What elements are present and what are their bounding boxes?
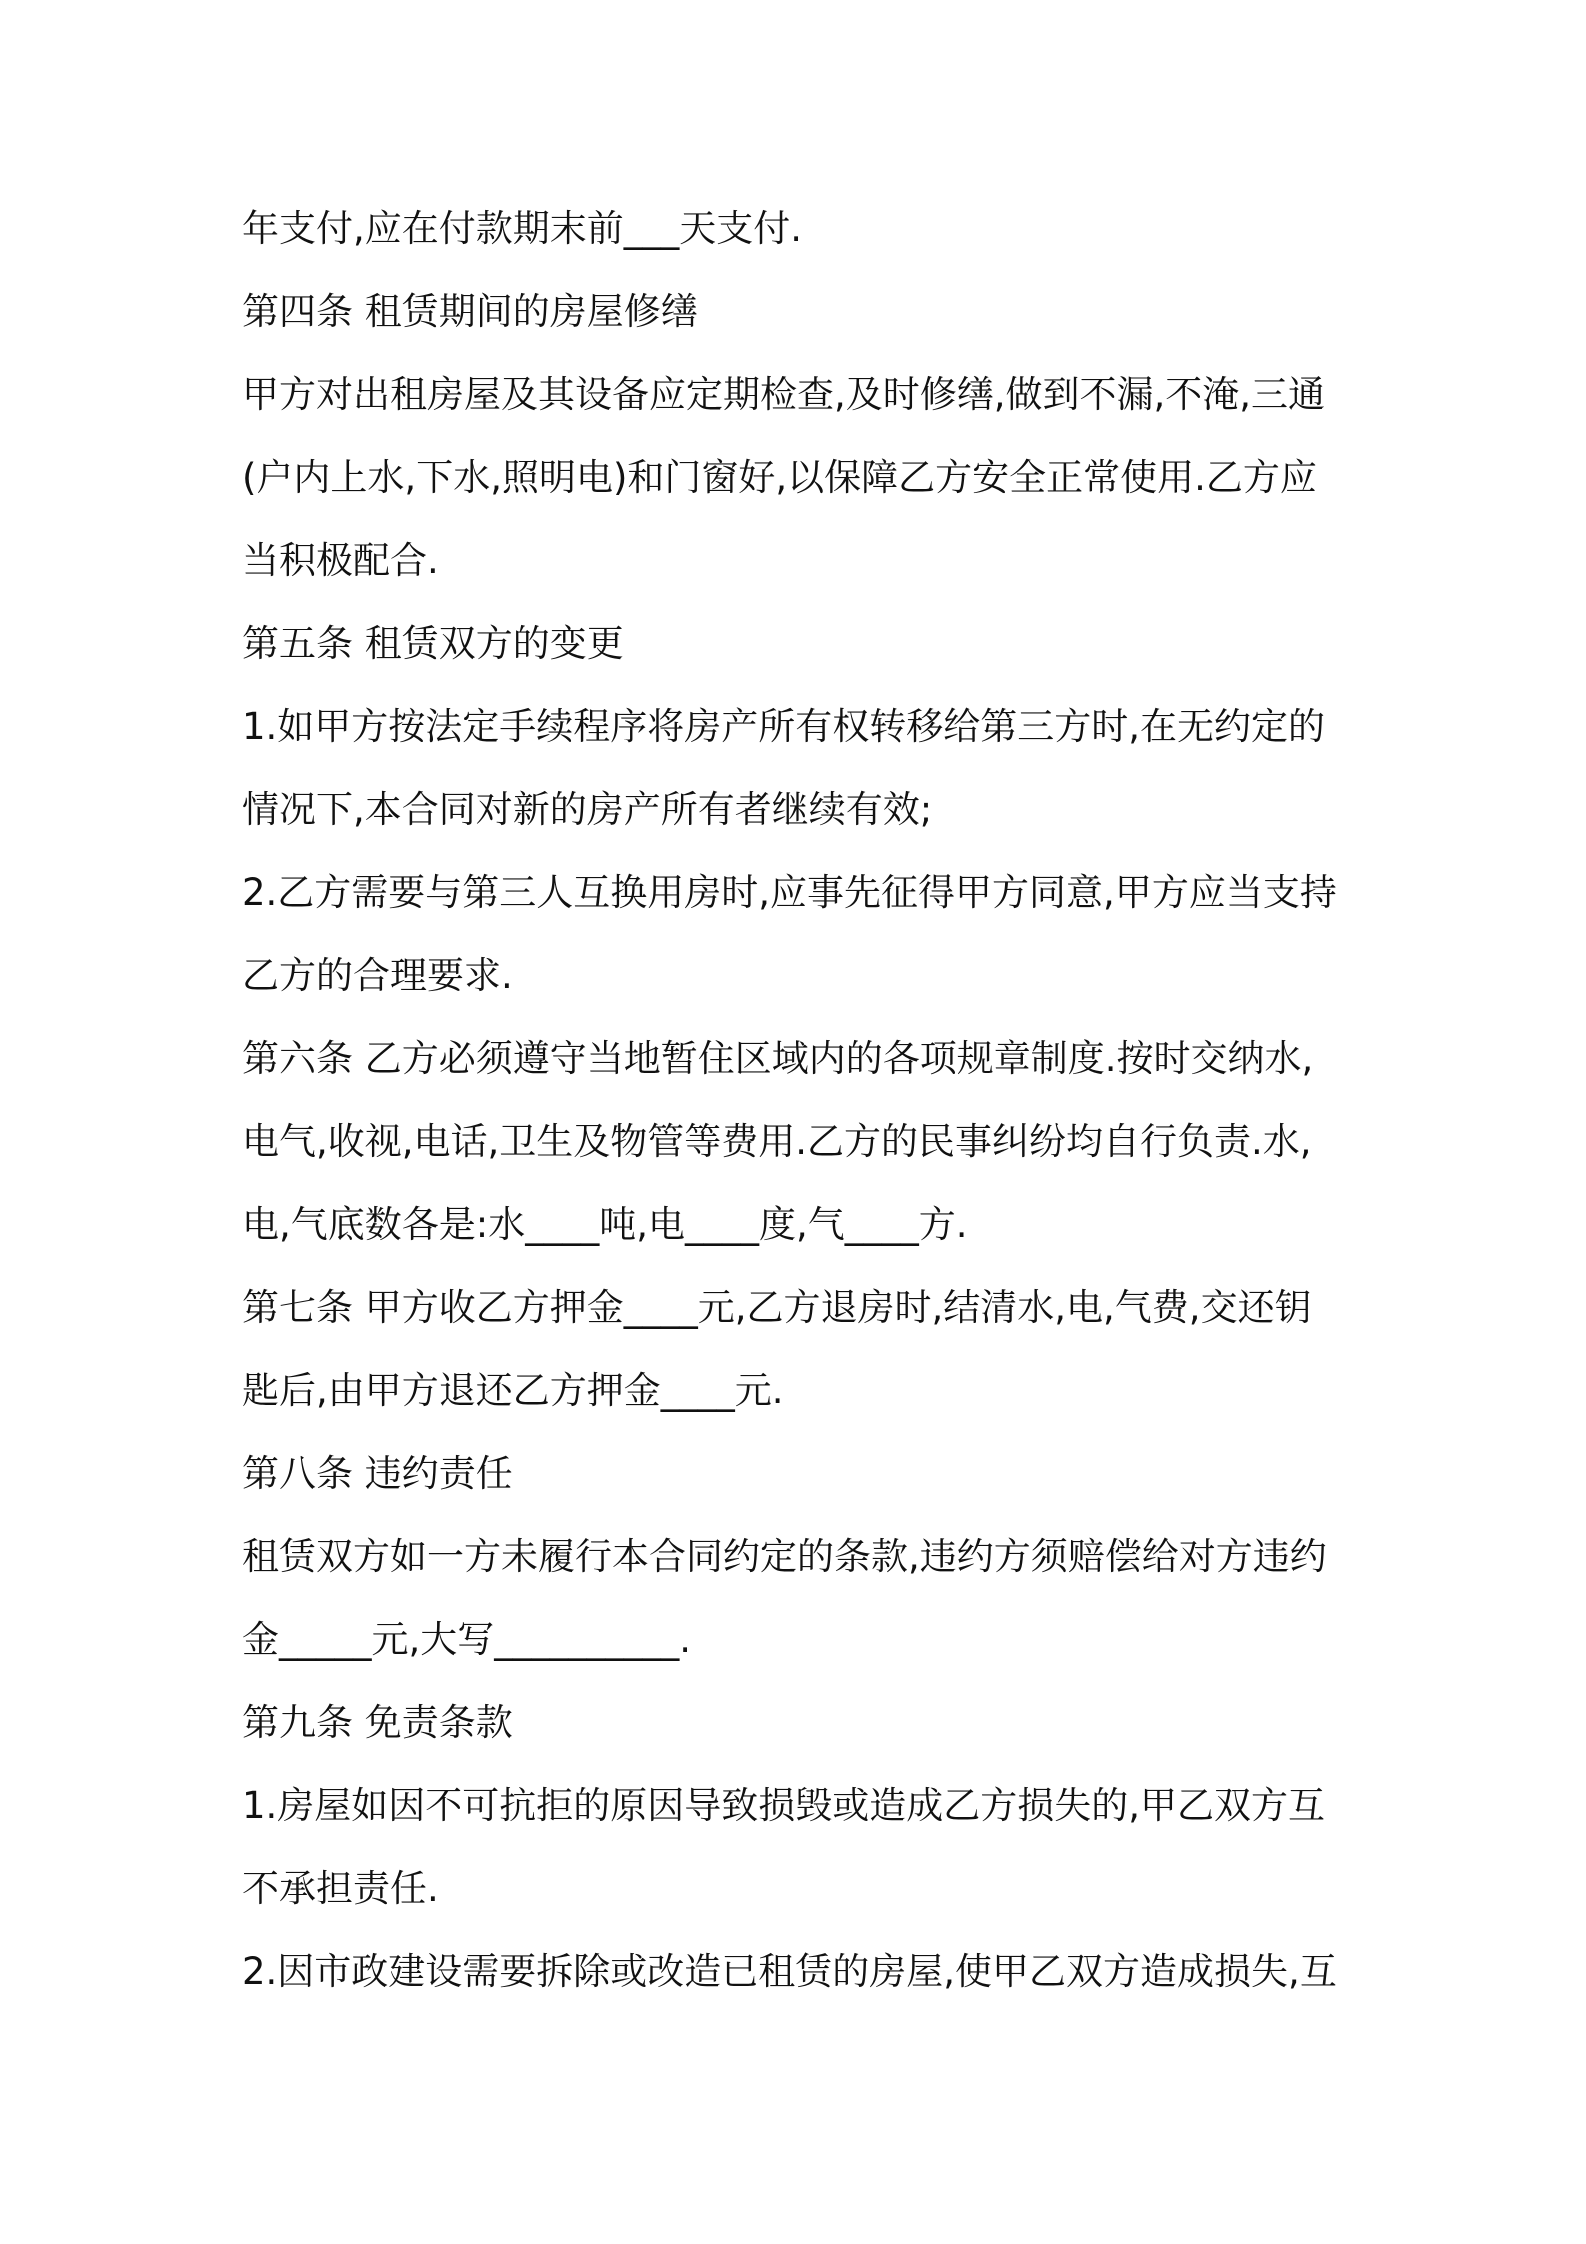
article-heading: 第四条 租赁期间的房屋修缮	[242, 290, 698, 333]
text-line: 电气,收视,电话,卫生及物管等费用.乙方的民事纠纷均自行负责.水,	[242, 1120, 1312, 1163]
text-line: 1.房屋如因不可抗拒的原因导致损毁或造成乙方损失的,甲乙双方互	[242, 1784, 1326, 1827]
text-line: 金_____元,大写__________.	[242, 1618, 692, 1661]
text-line: 匙后,由甲方退还乙方押金____元.	[242, 1369, 784, 1412]
text-line: 2.因市政建设需要拆除或改造已租赁的房屋,使甲乙双方造成损失,互	[242, 1950, 1337, 1993]
article-heading: 第九条 免责条款	[242, 1701, 513, 1744]
article-heading: 第五条 租赁双方的变更	[242, 622, 624, 665]
text-line: 乙方的合理要求.	[242, 954, 513, 997]
text-line: 租赁双方如一方未履行本合同约定的条款,违约方须赔偿给对方违约	[242, 1535, 1327, 1578]
text-line: 甲方对出租房屋及其设备应定期检查,及时修缮,做到不漏,不淹,三通	[242, 373, 1326, 416]
text-line: 2.乙方需要与第三人互换用房时,应事先征得甲方同意,甲方应当支持	[242, 871, 1337, 914]
text-line: 第七条 甲方收乙方押金____元,乙方退房时,结清水,电,气费,交还钥	[242, 1286, 1312, 1329]
text-line: (户内上水,下水,照明电)和门窗好,以保障乙方安全正常使用.乙方应	[242, 456, 1317, 499]
text-line: 第六条 乙方必须遵守当地暂住区域内的各项规章制度.按时交纳水,	[242, 1037, 1314, 1080]
text-line: 1.如甲方按法定手续程序将房产所有权转移给第三方时,在无约定的	[242, 705, 1326, 748]
article-heading: 第八条 违约责任	[242, 1452, 513, 1495]
text-line: 年支付,应在付款期末前___天支付.	[242, 207, 803, 250]
text-line: 情况下,本合同对新的房产所有者继续有效;	[242, 788, 933, 831]
text-line: 当积极配合.	[242, 539, 439, 582]
text-line: 电,气底数各是:水____吨,电____度,气____方.	[242, 1203, 968, 1246]
text-line: 不承担责任.	[242, 1867, 439, 1910]
